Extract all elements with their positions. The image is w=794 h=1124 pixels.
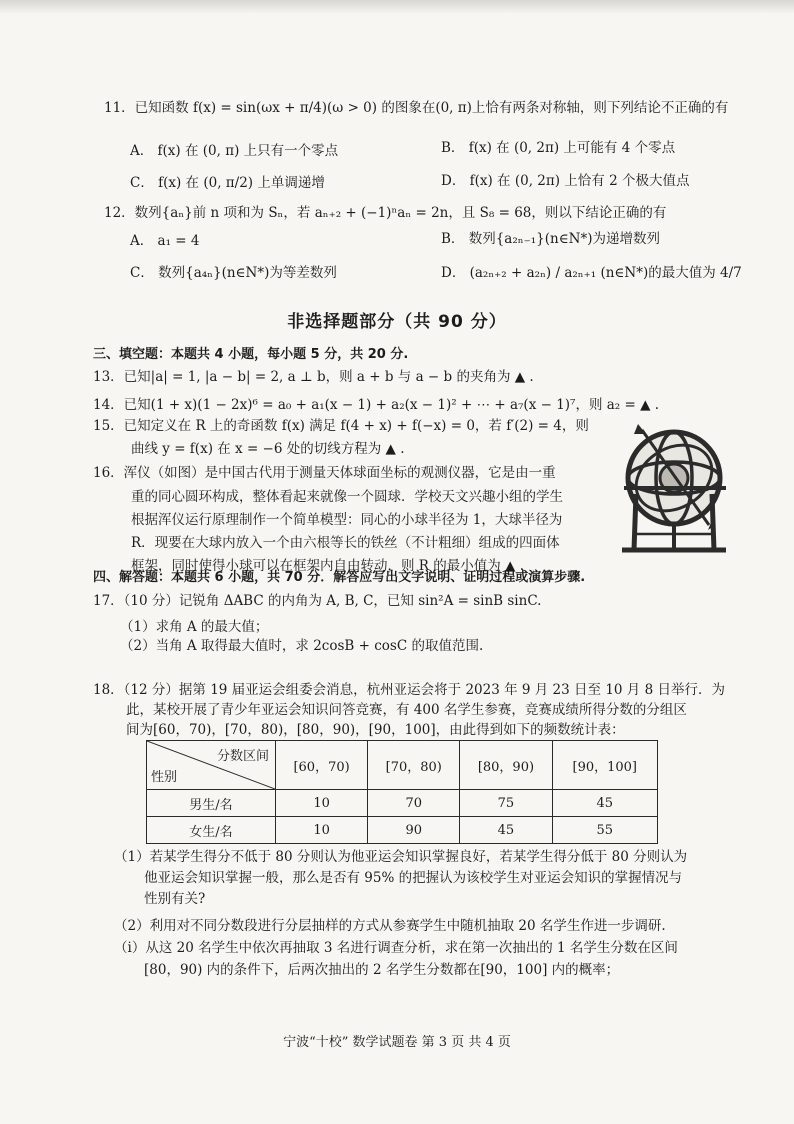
- q13: 13．已知|a| = 1, |a − b| = 2, a ⊥ b，则 a + b 与 a − b 的夹角为 ▲ .: [93, 369, 534, 385]
- q12-option-a: A． a₁ = 4: [130, 233, 200, 249]
- armillary-sphere-figure: [614, 410, 740, 560]
- table-cell: 70: [368, 790, 460, 817]
- q15-line1: 15．已知定义在 R 上的奇函数 f(x) 满足 f(4 + x) + f(−x) = 0，若 f′(2) = 4，则: [93, 418, 589, 434]
- part4-heading: 四、解答题：本题共 6 小题，共 70 分．解答应写出文字说明、证明过程或演算步骤.: [93, 570, 586, 585]
- table-column-header: [70，80): [368, 741, 460, 790]
- part3-heading: 三、填空题：本题共 4 小题，每小题 5 分，共 20 分.: [93, 347, 409, 362]
- table-column-header: [80，90): [460, 741, 552, 790]
- q11-option-c: C． f(x) 在 (0, π/2) 上单调递增: [130, 175, 325, 191]
- table-row: [147, 790, 658, 817]
- q18-sub1-line3: 性别有关?: [144, 891, 206, 907]
- table-header-row: [147, 741, 658, 790]
- q18-sub-i-line1: （i）从这 20 名学生中依次再抽取 3 名进行调查分析，求在第一次抽出的 1 名学生分数在区间: [114, 940, 678, 956]
- table-column-header: [90，100]: [552, 741, 657, 790]
- q14: 14．已知(1 + x)(1 − 2x)⁶ = a₀ + a₁(x − 1) + a₂(x − 1)² + ⋯ + a₇(x − 1)⁷，则 a₂ = ▲ .: [93, 397, 660, 413]
- table-cell: 55: [552, 817, 657, 844]
- q18-sub-i-line2: [80，90) 内的条件下，后两次抽出的 2 名学生分数都在[90，100] 内的概率；: [144, 962, 620, 978]
- table-row: [147, 817, 658, 844]
- table-cell: 75: [460, 790, 552, 817]
- section-title: 非选择题部分（共 90 分）: [287, 312, 507, 332]
- q18-sub1-line1: （1）若某学生得分不低于 80 分则认为他亚运会知识掌握良好，若某学生得分低于 80 分则认为: [114, 849, 688, 865]
- q11-option-d: D． f(x) 在 (0, 2π) 上恰有 2 个极大值点: [441, 173, 690, 189]
- q17: 17．（10 分）记锐角 ΔABC 的内角为 A, B, C，已知 sin²A = sinB sinC.: [93, 593, 542, 609]
- row-label: 女生/名: [147, 817, 276, 844]
- q16-line5: 框架，同时使得小球可以在框架内自由转动，则 R 的最小值为 ▲ .: [131, 558, 525, 574]
- table-cell: 90: [368, 817, 460, 844]
- q12-stem: 12．数列{aₙ}前 n 项和为 Sₙ，若 aₙ₊₂ + (−1)ⁿaₙ = 2n，且 S₈ = 68，则以下结论正确的有: [104, 205, 667, 221]
- q16-line2: 重的同心圆环构成，整体看起来就像一个圆球．学校天文兴趣小组的学生: [131, 489, 563, 505]
- q17-part2: （2）当角 A 取得最大值时，求 2cosB + cosC 的取值范围.: [120, 638, 484, 654]
- q18-line1: 18．（12 分）据第 19 届亚运会组委会消息，杭州亚运会将于 2023 年 9 月 23 日至 10 月 8 日举行．为: [93, 682, 725, 698]
- scan-edge: [0, 0, 794, 14]
- corner-bottom-label: 性别: [151, 770, 178, 785]
- q18-line3: 间为[60，70)，[70，80)，[80，90)，[90，100]，由此得到如下的频数统计表：: [126, 722, 625, 738]
- q16-line4: R．现要在大球内放入一个由六根等长的铁丝（不计粗细）组成的四面体: [131, 535, 560, 551]
- q18-sub2: （2）利用对不同分数段进行分层抽样的方式从参赛学生中随机抽取 20 名学生作进一步调研.: [114, 918, 666, 934]
- q18-line2: 此，某校开展了青少年亚运会知识问答竞赛，有 400 名学生参赛，竞赛成绩所得分数的分组区: [126, 702, 687, 718]
- q11-stem: 11．已知函数 f(x) = sin(ωx + π/4)(ω > 0) 的图象在(0, π)上恰有两条对称轴，则下列结论不正确的有: [104, 100, 729, 116]
- frequency-table: [146, 740, 658, 844]
- row-label: 男生/名: [147, 790, 276, 817]
- q16-line3: 根据浑仪运行原理制作一个简单模型：同心的小球半径为 1，大球半径为: [131, 512, 563, 528]
- table-cell: 45: [460, 817, 552, 844]
- table-corner-cell: [147, 741, 276, 790]
- q12-option-c: C． 数列{a₄ₙ}(n∈N*)为等差数列: [130, 265, 337, 281]
- q17-part1: （1）求角 A 的最大值；: [120, 619, 269, 635]
- q12-option-d: D． (a₂ₙ₊₂ + a₂ₙ) / a₂ₙ₊₁ (n∈N*)的最大值为 4/7: [441, 265, 742, 281]
- q15-line2: 曲线 y = f(x) 在 x = −6 处的切线方程为 ▲ .: [131, 441, 405, 457]
- q18-sub1-line2: 他亚运会知识掌握一般，那么是否有 95% 的把握认为该校学生对亚运会知识的掌握情况与: [144, 870, 683, 886]
- table-column-header: [60，70): [276, 741, 368, 790]
- corner-top-label: 分数区间: [216, 749, 269, 764]
- q16-line1: 16．浑仪（如图）是中国古代用于测量天体球面坐标的观测仪器，它是由一重: [93, 465, 556, 481]
- table-cell: 45: [552, 790, 657, 817]
- q12-option-b: B． 数列{a₂ₙ₋₁}(n∈N*)为递增数列: [441, 231, 661, 247]
- table-cell: 10: [276, 817, 368, 844]
- q11-option-b: B． f(x) 在 (0, 2π) 上可能有 4 个零点: [441, 140, 676, 156]
- q11-option-a: A． f(x) 在 (0, π) 上只有一个零点: [130, 143, 339, 159]
- table-cell: 10: [276, 790, 368, 817]
- page-footer: 宁波“十校” 数学试题卷 第 3 页 共 4 页: [283, 1035, 511, 1050]
